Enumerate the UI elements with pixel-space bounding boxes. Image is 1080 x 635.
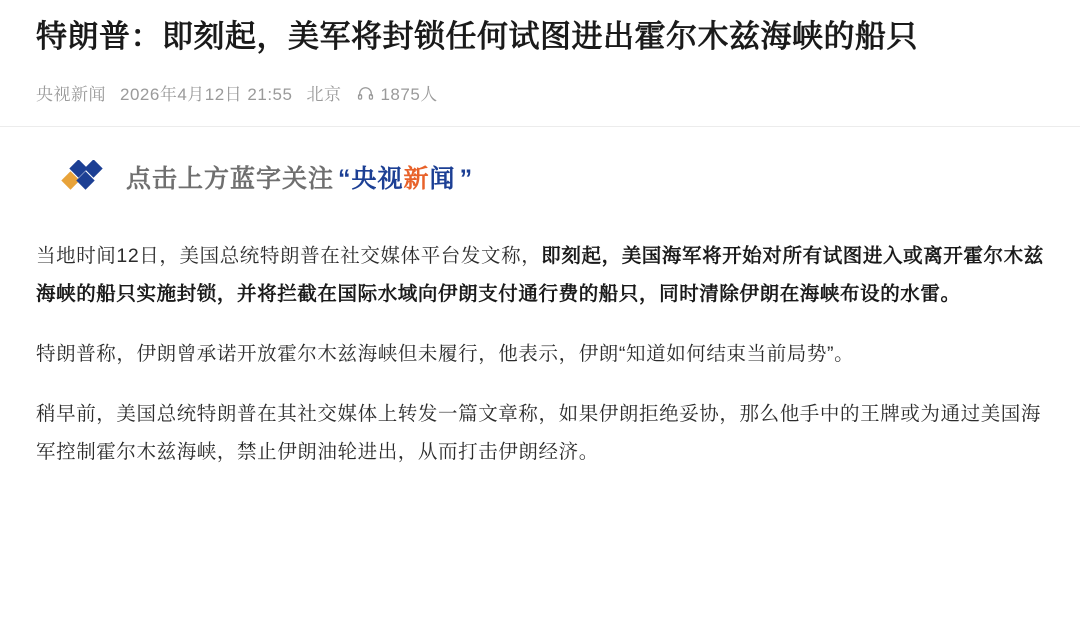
- meta-source[interactable]: 央视新闻: [36, 85, 106, 104]
- promo-brand-orange: 新: [403, 165, 430, 193]
- meta-location: 北京: [306, 85, 342, 104]
- listen-button[interactable]: [357, 80, 437, 105]
- article-meta: [36, 80, 1044, 105]
- article-paragraph: [36, 395, 1044, 471]
- diamond-logo-icon: [60, 160, 114, 194]
- article-body: [36, 237, 1044, 471]
- header-divider: [0, 126, 1080, 127]
- page-title: 特朗普：即刻起，美军将封锁任何试图进出霍尔木兹海峡的船只: [36, 19, 918, 54]
- promo-brand-blue: 央视: [351, 165, 404, 193]
- article-paragraph: [36, 237, 1044, 313]
- promo-quote-close: ”: [459, 165, 474, 193]
- paragraph-bold: 即刻起，美国海军将开始对所有试图进入或离开霍尔木兹海峡的船只实施封锁，并将拦截在国际水域向伊朗支付通行费的船只，同时清除伊朗在海峡布设的水雷。: [36, 245, 1044, 305]
- paragraph-lead: 特朗普称，伊朗曾承诺开放霍尔木兹海峡但未履行，他表示，伊朗“知道如何结束当前局势”。: [36, 343, 855, 365]
- meta-datetime: 2026年4月12日 21:55: [120, 85, 293, 104]
- follow-promo[interactable]: [36, 159, 1044, 195]
- paragraph-lead: 当地时间12日，美国总统特朗普在社交媒体平台发文称，: [36, 245, 542, 267]
- promo-lead-text: 点击上方蓝字关注: [126, 165, 335, 193]
- headphone-icon: [357, 85, 374, 102]
- promo-quote-open: “: [338, 165, 352, 193]
- promo-brand-blue-tail: 闻: [429, 165, 456, 193]
- paragraph-lead: 稍早前，美国总统特朗普在其社交媒体上转发一篇文章称，如果伊朗拒绝妥协，那么他手中的王牌或为通过美国海军控制霍尔木兹海峡，禁止伊朗油轮进出，从而打击伊朗经济。: [36, 403, 1042, 463]
- article-paragraph: [36, 335, 1044, 373]
- follow-promo-text: [126, 159, 473, 195]
- listen-count: 1875人: [380, 85, 438, 104]
